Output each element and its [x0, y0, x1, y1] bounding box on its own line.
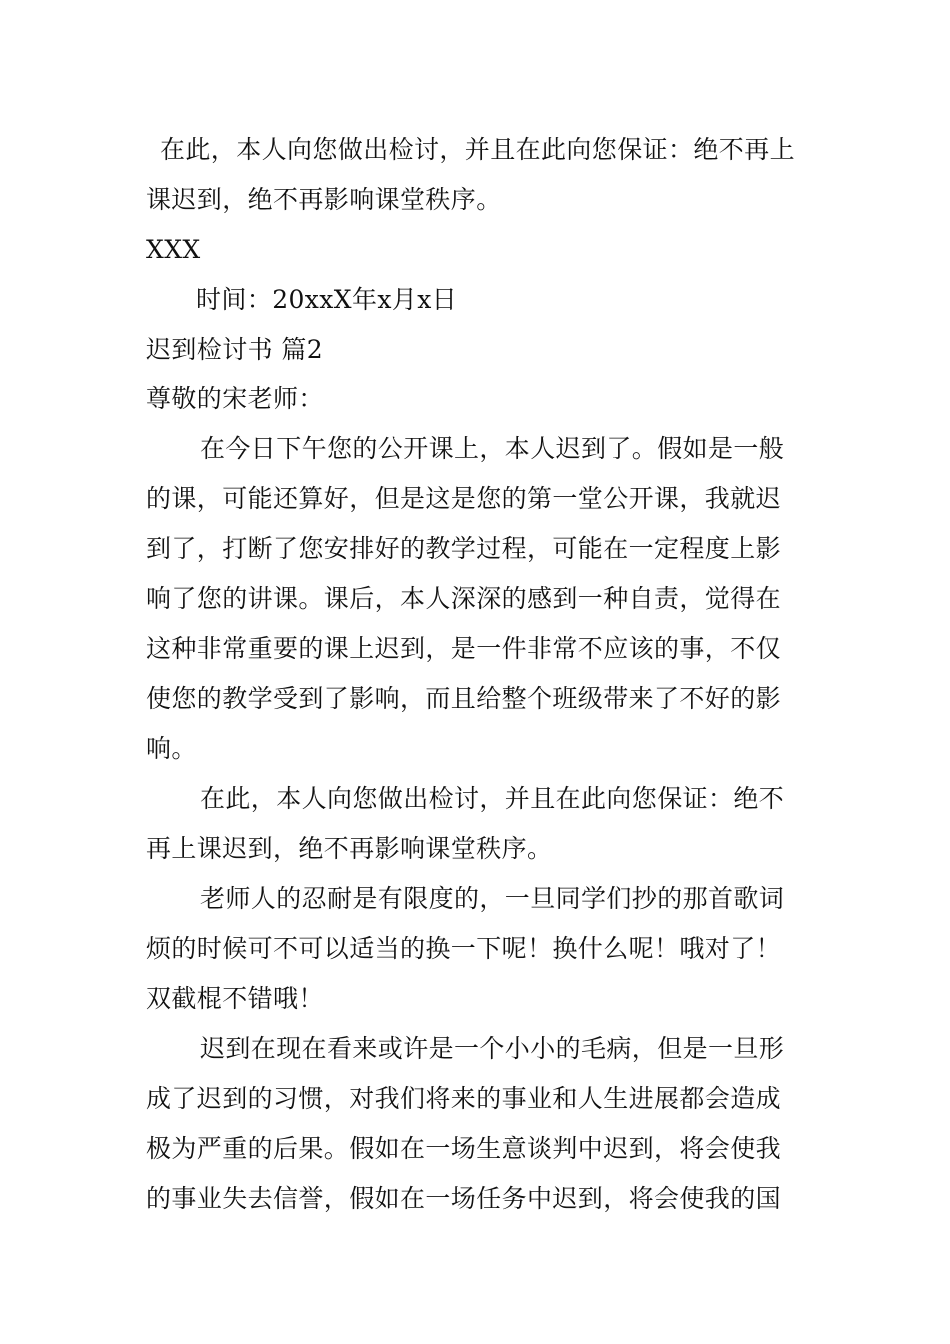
paragraph-line: 成了迟到的习惯，对我们将来的事业和人生进展都会造成 [146, 1084, 782, 1113]
paragraph-line: 的课，可能还算好，但是这是您的第一堂公开课，我就迟 [146, 484, 782, 513]
salutation: 尊敬的宋老师： [146, 384, 324, 413]
paragraph-line: 烦的时候可不可以适当的换一下呢！换什么呢！哦对了！ [146, 934, 782, 963]
signature: XXX [146, 235, 201, 264]
paragraph-line: 使您的教学受到了影响，而且给整个班级带来了不好的影 [146, 684, 782, 713]
paragraph-line: 老师人的忍耐是有限度的，一旦同学们抄的那首歌词 [200, 884, 785, 913]
paragraph-line: 响了您的讲课。课后，本人深深的感到一种自责，觉得在 [146, 584, 782, 613]
paragraph-line: 这种非常重要的课上迟到，是一件非常不应该的事，不仅 [146, 634, 782, 663]
paragraph-line: 到了，打断了您安排好的教学过程，可能在一定程度上影 [146, 534, 782, 563]
paragraph-line: 在今日下午您的公开课上，本人迟到了。假如是一般 [200, 434, 785, 463]
paragraph-line: 的事业失去信誉，假如在一场任务中迟到，将会使我的国 [146, 1184, 782, 1213]
paragraph-line: 再上课迟到，绝不再影响课堂秩序。 [146, 834, 553, 863]
paragraph-line: 在此，本人向您做出检讨，并且在此向您保证：绝不再上 [160, 135, 796, 164]
date-line: 时间：20xxX年x月x日 [196, 285, 458, 314]
paragraph-line: 迟到在现在看来或许是一个小小的毛病，但是一旦形 [200, 1034, 785, 1063]
paragraph-line: 课迟到，绝不再影响课堂秩序。 [146, 185, 502, 214]
section-title: 迟到检讨书 篇2 [146, 335, 324, 364]
paragraph-line: 响。 [146, 734, 197, 763]
paragraph-line: 双截棍不错哦！ [146, 984, 324, 1013]
paragraph-line: 在此，本人向您做出检讨，并且在此向您保证：绝不 [200, 784, 785, 813]
paragraph-line: 极为严重的后果。假如在一场生意谈判中迟到，将会使我 [146, 1134, 782, 1163]
